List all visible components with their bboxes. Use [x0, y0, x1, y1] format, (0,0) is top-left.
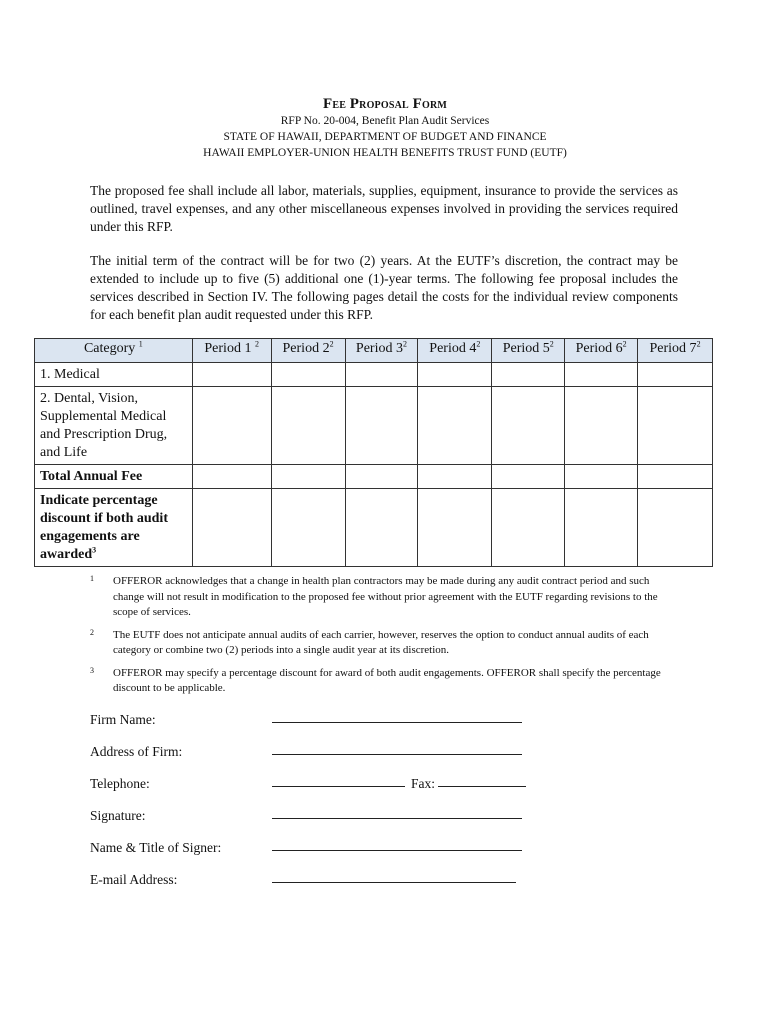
- address-label: Address of Firm:: [90, 744, 183, 759]
- fee-cell[interactable]: [192, 387, 271, 465]
- telephone-field: [90, 772, 690, 804]
- fee-cell[interactable]: [271, 489, 345, 567]
- signature-block: [90, 708, 690, 900]
- trust-fund-name: HAWAII EMPLOYER-UNION HEALTH BENEFITS TRUST FUND (EUTF): [203, 147, 567, 159]
- fee-cell[interactable]: [271, 363, 345, 387]
- fee-cell[interactable]: [638, 489, 713, 567]
- address-field: [90, 740, 690, 772]
- intro-paragraph: The proposed fee shall include all labor, materials, supplies, equipment, insurance to provide the services as outlined, travel expenses, and any other miscellaneous expenses involved in providing the services required under this RFP.: [90, 183, 678, 234]
- signature-label: Signature:: [90, 808, 146, 823]
- signer-field: [90, 836, 690, 868]
- period-header: Period $3^2$: [345, 339, 418, 363]
- fee-cell[interactable]: [565, 363, 638, 387]
- fax-input-line[interactable]: [438, 786, 526, 787]
- rfp-number: RFP No. 20-004, Benefit Plan Audit Services: [280, 115, 490, 127]
- fee-cell[interactable]: [638, 363, 713, 387]
- fee-cell[interactable]: [418, 363, 492, 387]
- fee-cell[interactable]: [565, 489, 638, 567]
- firm-name-input-line[interactable]: [272, 722, 522, 723]
- period-header: Period $6^2$: [565, 339, 638, 363]
- page-title: Fee Proposal Form: [322, 96, 448, 112]
- fee-cell[interactable]: [345, 489, 418, 567]
- fee-cell[interactable]: [565, 465, 638, 489]
- telephone-input-line[interactable]: [272, 786, 405, 787]
- fee-cell[interactable]: [492, 387, 565, 465]
- fee-cell[interactable]: [271, 465, 345, 489]
- fee-cell[interactable]: [345, 363, 418, 387]
- footnote: 2 The EUTF does not anticipate annual audits of each carrier, however, reserves the option to conduct annual audits of each category or combine two (2) periods into a single audit year at its discretion.: [90, 627, 649, 656]
- firm-name-field: [90, 708, 690, 740]
- table-row: [35, 465, 713, 489]
- footnotes: [90, 574, 680, 704]
- state-department: STATE OF HAWAII, DEPARTMENT OF BUDGET AND FINANCE: [223, 131, 547, 143]
- fee-cell[interactable]: [638, 465, 713, 489]
- fee-cell[interactable]: [192, 363, 271, 387]
- email-input-line[interactable]: [272, 882, 516, 883]
- footnote: 3 OFFEROR may specify a percentage discount for award of both audit engagements. OFFEROR shall specify the percentage discount to be applicable.: [90, 665, 661, 694]
- fee-cell[interactable]: [345, 465, 418, 489]
- signature-field: [90, 804, 690, 836]
- fee-cell[interactable]: [418, 465, 492, 489]
- form-header: [0, 96, 770, 161]
- term-paragraph: The initial term of the contract will be for two (2) years. At the EUTF’s discretion, the contract may be extended to include up to five (5) additional one (1)-year terms. The following fee proposal includes the services described in Section IV. The following pages detail the costs for the individual review components for each benefit plan audit requested under this RFP.: [90, 253, 678, 322]
- fee-cell[interactable]: [418, 489, 492, 567]
- fee-cell[interactable]: [492, 363, 565, 387]
- row-label-total-annual-fee: Total Annual Fee: [35, 465, 193, 489]
- signature-input-line[interactable]: [272, 818, 522, 819]
- table-row: [35, 363, 713, 387]
- email-field: [90, 868, 690, 900]
- period-header: Period $7^2$: [638, 339, 713, 363]
- email-label: E-mail Address:: [90, 872, 178, 887]
- signer-label: Name & Title of Signer:: [90, 840, 222, 855]
- fee-cell[interactable]: [418, 387, 492, 465]
- fee-cell[interactable]: [565, 387, 638, 465]
- footnote: 1 OFFEROR acknowledges that a change in health plan contractors may be made during any audit contract period and such change will not result in modification to the proposed fee without prior agreement with the EUTF regarding revisions to the scope of services.: [90, 574, 658, 618]
- table-header-row: [35, 339, 713, 363]
- row-label-percentage-discount: Indicate percentage discount if both audit engagements are awarded$^3$: [35, 489, 193, 567]
- fee-cell[interactable]: [638, 387, 713, 465]
- fee-cell[interactable]: [271, 387, 345, 465]
- fee-table: [34, 338, 713, 567]
- fee-cell[interactable]: [345, 387, 418, 465]
- period-header: Period 1 $^2$: [192, 339, 271, 363]
- fee-cell[interactable]: [492, 489, 565, 567]
- period-header: Period $5^2$: [492, 339, 565, 363]
- signer-input-line[interactable]: [272, 850, 522, 851]
- row-label-dental-vision: 2. Dental, Vision, Supplemental Medical and Prescription Drug, and Life: [35, 387, 193, 465]
- fee-cell[interactable]: [192, 489, 271, 567]
- period-header: Period $4^2$: [418, 339, 492, 363]
- table-row: [35, 489, 713, 567]
- table-row: [35, 387, 713, 465]
- row-label-medical: 1. Medical: [35, 363, 193, 387]
- fax-label: Fax:: [411, 776, 436, 791]
- fee-cell[interactable]: [492, 465, 565, 489]
- address-input-line[interactable]: [272, 754, 522, 755]
- telephone-label: Telephone:: [90, 776, 150, 791]
- category-header: Category $^1$: [35, 339, 193, 363]
- fee-cell[interactable]: [192, 465, 271, 489]
- firm-name-label: Firm Name:: [90, 712, 156, 727]
- period-header: Period $2^2$: [271, 339, 345, 363]
